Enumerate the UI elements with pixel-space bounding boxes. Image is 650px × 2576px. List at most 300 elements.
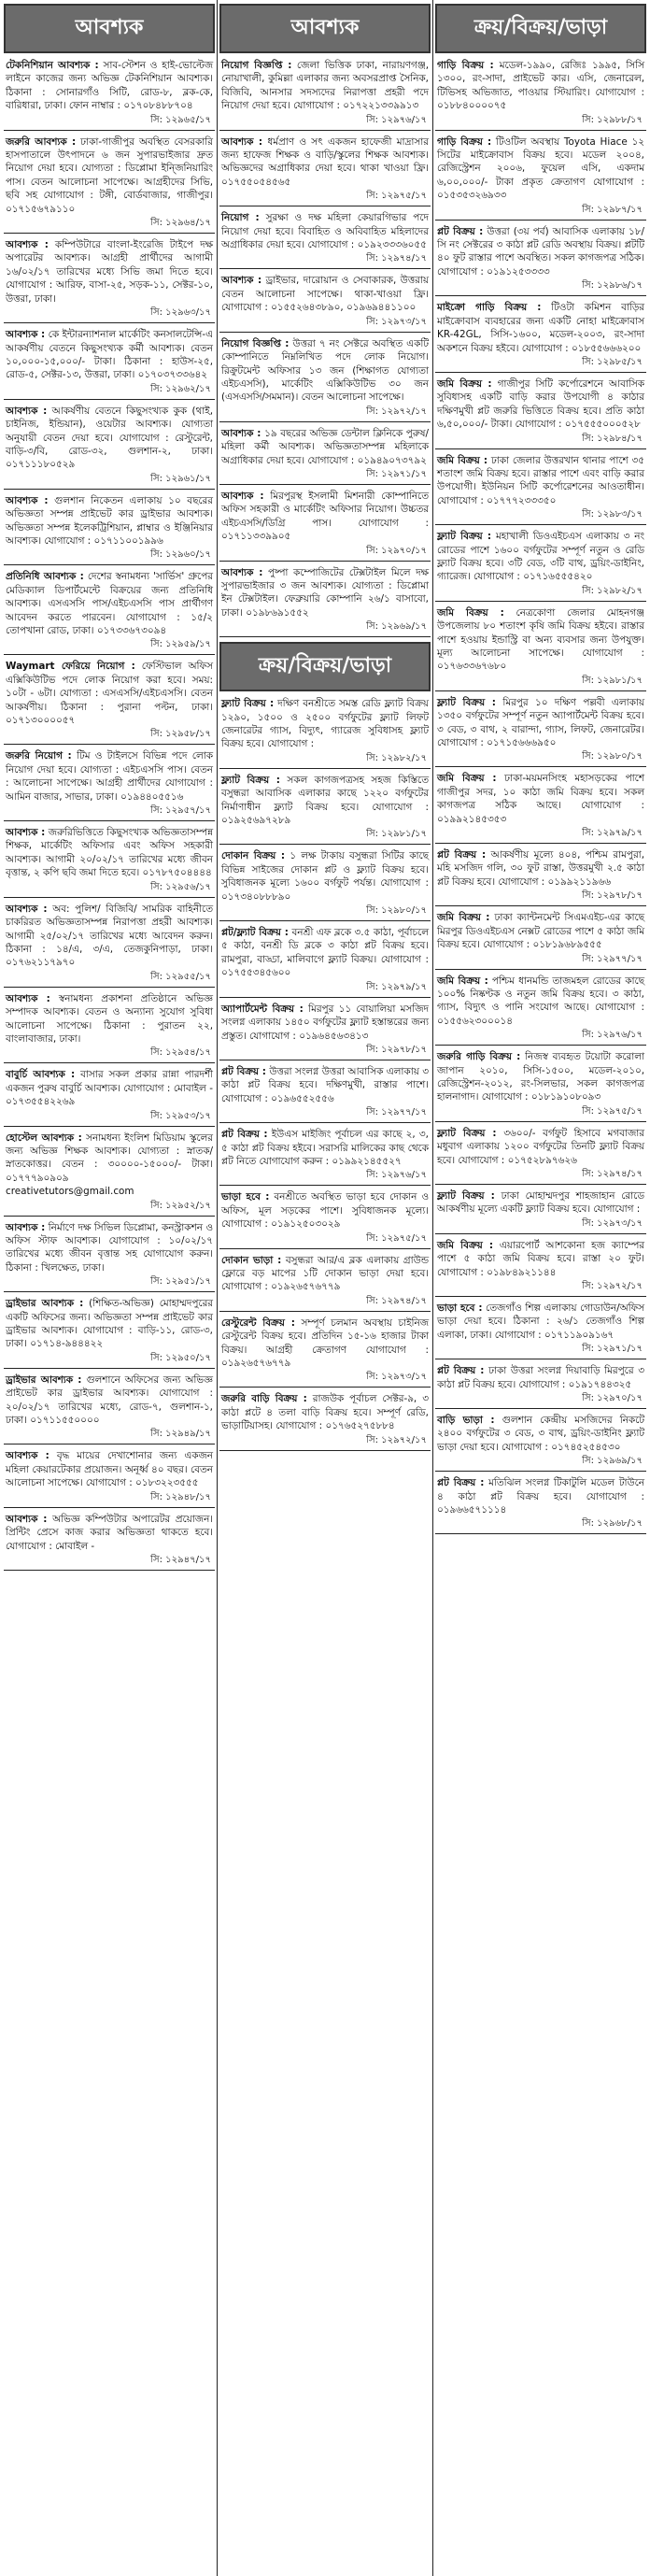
classified-ad [4,328,215,400]
ad-body: স্বনামধন্য প্রকাশনা প্রতিষ্ঠানে অভিজ্ঞ সম্পাদক আবশ্যক। বেতন ও অন্যান্য সুযোগ সুবিধা আলোচনা সাপেক্ষে। ঠিকানা : পুরাতন ২২, বাংলাবাজার, ঢাকা। [6,992,213,1045]
ad-body: জেলা ভিত্তিক ঢাকা, নারায়ণগঞ্জ, নোয়াখালী, কুমিল্লা এলাকার জন্য অবসরপ্রাপ্ত সৈনিক, বিজিবি, আনসার সদস্যদের নিরাপত্তা প্রহরী পদে নিয়োগ দেয়া হবে। যোগাযোগ : [221,60,429,112]
ad-body: টিম ও টাইলসে বিভিন্ন পদে লোক নিয়োগ দেয়া হবে। যোগ্যতা : এইচএসসি পাস। বেতন : আলোচনা সাপেক্ষে। আগ্রহী প্রার্থীদের যোগাযোগ : আমিন বাজার, সাভার, ঢাকা। [6,750,213,803]
ad-code: সি: ১২৯৪৮/১৭ [4,1490,215,1508]
ad-phone: ০১৯২৬৫৭৬৭৭৯ [221,1358,291,1369]
classified-ad [435,772,646,844]
ad-body: সম্পূর্ণ চলমান অবস্থায় চাইনিজ রেস্টুরেন্ট বিক্রয় হবে। প্রতিদিন ১৫-১৬ হাজার টাকা বিক্রয়। আগ্রহী ক্রেতাগণ যোগাযোগ : [221,1316,429,1356]
ad-body: গুলশানে অফিসের জন্য অভিজ্ঞ প্রাইভেট কার ড্রাইভার আবশ্যক। যোগাযোগ : ২০/০২/১৭ তারিখের মধ্যে, রোড-৭, গুলশান-১, ঢাকা। [6,1373,213,1427]
ad-phone: ০১৭১১৩৩৯৯০৫ [221,531,291,543]
ad-text [219,1392,431,1432]
ad-code: সি: ১২৯৮২/১৭ [219,751,431,769]
ad-body: এয়ারপোর্ট আশকোনা হজ ক্যাম্পের পাশে ৫ কাঠা জমি বিক্রয় হবে। রাস্তা ২০ ফুট। যোগাযোগ : [437,1239,644,1278]
ad-code: সি: ১২৯৫০/১৭ [4,1351,215,1369]
ad-code: সি: ১২৯৫৪/১৭ [4,1046,215,1063]
ad-body: উত্তরা (৩য় পর্ব) আবাসিক এলাকায় ১৮/সি নং সেক্টরের ৩ কাঠা প্লট রেডি অবস্থায় বিক্রয়। প্লটটি ৪০ ফুট রাস্তার পাশে অবস্থিত। সকল কাগজপত্র সঠিক। যোগাযোগ : [437,225,644,278]
ad-heading: মাইক্রো গাড়ি বিক্রয় : [437,302,542,314]
ad-code: সি: ১২৯৭৯/১৭ [435,826,646,844]
ad-text [4,749,215,804]
ad-text [4,135,215,216]
classified-ad [219,274,431,332]
ad-heading: ফ্ল্যাট বিক্রয় : [437,531,492,543]
ad-heading: গাড়ি বিক্রয় : [437,135,492,148]
ad-code: সি: ১২৯৪৯/১৭ [4,1427,215,1445]
ad-body: বসুন্ধরা আর/এ ব্লক এলাকায় গ্রাউন্ড ফ্লোরে বড় মাপের ১টি দোকান ভাড়া দেয়া হবে। যোগাযোগ : [221,1254,429,1293]
ad-heading: জমি বিক্রয় : [437,1239,494,1251]
ad-body: দেশের স্বনামধন্য 'সার্ভিস' গ্রুপের মেডিক্যাল ডিপার্টমেন্টে বিক্রয়ের জন্য প্রতিনিধি আবশ্যক। এসএসসি পাস/এইচএসসি পাস প্রার্থীগণ আবেদন করতে পারবেন। যোগাযোগ : ১৫/২ তোপখানা রোড, ঢাকা। [6,571,213,636]
ad-code: সি: ১২৯৭৭/১৭ [219,1105,431,1123]
ad-phone: ০১৯৯২১৪৫৫২৭ [332,1155,402,1167]
ad-code: সি: ১২৯৭৫/১৭ [219,189,431,206]
classified-ad [435,1239,646,1297]
ad-body: সুরক্ষা ও দক্ষ মহিলা কেয়ারগিভার পদে নিয়োগ দেয়া হবে। বিবাহিত ও অবিবাহিত মহিলাদের অগ্রাধিকার দেয়া হবে। যোগাযোগ : [221,212,429,251]
ad-body: নেত্রকোণা জেলার মোহনগঞ্জ উপজেলায় ৮০ শতাংশ কৃষি জমি বিক্রয় হইবে। রাস্তার পাশে হওয়ায় ইন্ডাস্ট্রি বা অন্য ব্যবসার জন্য উপযুক্ত। মূল্য আলোচনা সাপেক্ষে। যোগাযোগ : [437,606,645,659]
ad-body: জরুরিভিত্তিতে কিছুসংখ্যক অভিজ্ঞতাসম্পন্ন শিক্ষক, মার্কেটিং অফিসার এবং অফিস সহকারী আবশ্যক। আগামী ২০/০২/১৭ তারিখের মধ্যে জীবন বৃত্তান্ত, ২ কপি ছবি জমা দিতে হবে। [6,827,214,879]
ad-body: কে ইন্টারন্যাশনাল মার্কেটিং কনসালটেন্সি-এ আকর্ষণীয় বেতনে কিছুসংখ্যক কর্মী আবশ্যক। বেতন ১০,০০০-১৫,০০০/- টাকা। ঠিকানা : হাউস-২৫, রোড-৫, সেক্টর-১৩, উত্তরা, ঢাকা। [6,329,213,381]
classified-ad [4,494,215,566]
ad-phone: ০১৯২৩৩৩৬০৫৫ [357,239,427,251]
ad-text [435,606,646,674]
classified-ad [219,135,431,207]
ad-heading: জমি বিক্রয় : [437,606,504,619]
ad-code: সি: ১২৯৭২/১৭ [219,405,431,422]
classified-ad [4,570,215,655]
classified-ad [435,1302,646,1359]
ad-heading: আবশ্যক : [6,1513,48,1525]
ad-heading: আবশ্যক : [6,1221,46,1233]
classified-ad [4,660,215,745]
ad-text [219,135,431,190]
ad-heading: দোকান ভাড়া : [221,1254,282,1266]
ad-heading: ফ্ল্যাট বিক্রয় : [221,774,280,786]
ad-code: সি: ১২৯৭০/১৭ [219,544,431,562]
ad-code: সি: ১২৯৮৬/১৭ [435,278,646,296]
ad-heading: বাবুর্চি আবশ্যক : [6,1069,76,1081]
ad-phone: ০১৯২৬৫৭৬৭৭৯ [271,1281,341,1293]
ad-heading: ভাড়া হবে : [221,1191,270,1203]
ad-text [435,59,646,113]
ad-body: গুলশান কেন্দ্রীয় মসজিদের নিকটে ২৪০০ বর্গফুটের ৩ বেড, ৩ বাথ, ড্রয়িং-ডাইনিং ফ্ল্যাট ভাড়া দেয়া হবে। যোগাযোগ : [437,1415,645,1453]
ad-heading: জরুরি নিয়োগ : [6,750,72,762]
ad-code: সি: ১২৯৬৫/১৭ [4,113,215,131]
ad-heading: আবশ্যক : [221,135,263,148]
ad-text [4,59,215,113]
ad-body: রাজউক পূর্বাচল সেক্টর-৯, ৩ কাঠা প্লটে ৪ তলা বাড়ি বিক্রয় হবে। সম্পূর্ণ রেডি, ভাড়াটিয়াসহ। যোগাযোগ : [221,1393,429,1432]
ad-phone: ০১৭৭৭২৩৩৩৫০ [487,494,557,506]
ad-body: মতিঝিল সংলগ্ন টিকাটুলি মডেল টাউনে ৪ কাঠা প্লট বিক্রয় হবে। যোগাযোগ : [437,1477,644,1502]
ad-code: সি: ১২৯৫২/১৭ [4,1199,215,1217]
ad-heading: আবশ্যক : [6,992,50,1004]
classified-ad [435,696,646,768]
ad-code: সি: ১২৯৭৩/১৭ [219,315,431,333]
ad-heading: দোকান বিক্রয় : [221,850,286,862]
ad-heading: প্লট বিক্রয় : [437,225,484,237]
ad-heading: আবশ্যক : [221,566,263,578]
ad-text [4,1221,215,1275]
classified-ad [219,566,431,638]
ad-body: ঢাকা-গাজীপুর অবস্থিত বেসরকারি হাসপাতালে উৎপাদনে ৬ জন সুপারভাইজার দ্রুত নিয়োগ দেয়া হবে। যোগ্যতা : ডিপ্লোমা ইন্জিনিয়ারিং পাস। বেতন আলোচনা সাপেক্ষে। আগ্রহীদের সিভি, ছবি সহ যোগাযোগ : টঙ্গী, বোর্ডবাজার, গাজীপুর। [6,135,213,202]
ad-text [219,1190,431,1231]
classified-ad [219,1003,431,1060]
ad-text [219,59,431,113]
ad-phone: ০১৭৮৭৫০৪৪৪৪ [142,867,212,879]
ad-phone: ০১৭১৬৫৫৫৪২০ [523,571,593,583]
ad-heading: জরুরি গাড়ি বিক্রয় : [437,1051,521,1063]
classified-ad [219,427,431,485]
ad-phone: ০১৯৪৪০৫৫১৬ [120,790,184,803]
ad-phone: ০১৭১৫৬৬৬৯৫০ [487,737,557,749]
ad-phone: ০১৭৬৫২৭৫৮৮৪ [325,1420,395,1432]
ad-list [4,59,215,1571]
classified-ad [219,1065,431,1123]
ad-heading: প্লট বিক্রয় : [437,1365,485,1377]
ad-text [4,826,215,880]
ad-body: পুষ্পা কম্পোজিটের টেক্সটাইল মিলে দক্ষ সুপারভাইজার ৩ জন আবশ্যক। যোগ্যতা : ডিপ্লোমা ইন টেক্সটাইল। ফেব্রুয়ারি কোম্পানি ২৬/১ বাসাবো, ঢাকা। [221,566,429,619]
ad-phone: ০১৭৫২৮৯৭৬২৬ [507,1154,577,1166]
classified-ad [435,1127,646,1185]
ad-code: সি: ১২৯৭১/১৭ [435,1342,646,1359]
ad-body: বৃদ্ধ মায়ের দেখাশোনার জন্য একজন মহিলা কেয়ারটেকার প্রয়োজন। অনূর্ধ্ব ৪০ বছর। বেতন আলোচনা সাপেক্ষে। যোগাযোগ : [6,1450,214,1489]
ad-heading: টেকনিশিয়ান আবশ্যক : [6,60,99,71]
ad-phone: ০১৮৩২২৩৫৫৫ [135,1477,199,1489]
ad-code: সি: ১২৯৭২/১৭ [435,1279,646,1297]
ad-phone: ০১৭৩৪০৮৮৮৯০ [221,890,291,903]
classified-ad [219,59,431,131]
classified-ad [435,975,646,1046]
ad-body: দক্ষিণ বনশ্রীতে সমস্ত রেডি ফ্ল্যাট বিক্রয় ১২৯০, ১৫০০ ও ২৫০০ বর্গফুটের ফ্ল্যাট লিফট জেনারেটর গ্যাস, বিদ্যুৎ, গ্যারেজ সুবিধাসহ ফ্ল্যাট বিক্রয় হবে। যোগাযোগ : [221,698,430,750]
ad-heading: প্রতিনিধি আবশ্যক : [6,571,84,583]
classified-ad [4,749,215,821]
ad-text [4,238,215,306]
ad-heading: প্লট বিক্রয় : [437,1477,485,1489]
classified-ad [4,826,215,898]
ad-heading: প্লট বিক্রয় : [221,1129,268,1141]
ad-code: সি: ১২৯৮৪/১৭ [435,432,646,449]
ad-phone: ০১৯২৫৬৯৭২৮৯ [221,815,291,827]
ad-heading: আবশ্যক : [6,1450,49,1462]
ad-list [219,697,431,1450]
ad-body: গুলশান নিকেতন এলাকায় ১০ বছরের অভিজ্ঞতা সম্পন্ন প্রাইভেট কার ড্রাইভার আবশ্যক। অভিজ্ঞতা সম্পন্ন ইলেকট্রিশিয়ান, প্লাম্বার ও ইঞ্জিনিয়ার আবশ্যক। যোগাযোগ : [6,494,213,547]
ad-body: ১৯ বছরের অভিজ্ঞ ডেন্টাল ক্লিনিকে পুরুষ/মহিলা কর্মী আবশ্যক। অভিজ্ঞতাসম্পন্ন মহিলাকে অগ্রাধিকার দেয়া হবে। যোগাযোগ : [221,427,429,466]
ad-heading: আবশ্যক : [221,427,261,439]
ad-text [435,1302,646,1342]
ad-heading: নিয়োগ বিজ্ঞপ্তি : [221,60,292,71]
classified-ad [435,59,646,131]
ad-phone: ০১৭৪৫২৫৪৫৩০ [551,1441,621,1453]
ad-text [435,1127,646,1167]
ad-text [219,1316,431,1371]
ad-phone: ০১৫৫২৬৪৩৮৯০, ০১৯৬৯৪৪১১০০ [271,302,417,314]
ad-body: সনামধন্য ইংলিশ মিডিয়াম স্কুলের জন্য অভিজ্ঞ শিক্ষক আবশ্যক। যোগ্যতা : স্নাতক/স্নাতকোত্তর। বেতন : ৩০০০০-১৫০০০/- টাকা। [6,1131,213,1171]
ad-heading: প্লট বিক্রয় : [437,849,487,861]
column-divider [217,0,218,2576]
ad-heading: হোস্টেল আবশ্যক : [6,1131,82,1144]
ad-code: সি: ১২৯৬৪/১৭ [4,216,215,234]
classified-ad [435,454,646,526]
ad-list [219,59,431,637]
ad-heading: আবশ্যক : [221,275,262,287]
classified-ad [219,1190,431,1248]
classified-ad [4,992,215,1064]
ad-heading: জমি বিক্রয় : [437,975,488,987]
ad-code: সি: ১২৯৫৩/১৭ [4,1109,215,1127]
ad-heading: ফ্ল্যাট বিক্রয় : [437,1189,495,1202]
ad-heading: রেস্টুরেন্ট বিক্রয় : [221,1316,295,1329]
ad-phone: ০১৮১৯৬৮৯৫৫৫ [532,939,602,951]
ad-code: সি: ১২৯৬১/১৭ [4,472,215,490]
ad-text [219,697,431,751]
ad-body: বনশ্রী এফ ব্লকে ৩.৫ কাঠা, পূর্বাচলে ৫ কাঠা, বনশ্রী ডি ব্লকে ৩ কাঠা প্লট বিক্রয় হবে। রামপুরা, বাড্ডা, মালিবাগে ফ্ল্যাট বিক্রয়। যোগাযোগ : [221,927,429,965]
ad-body: মিরপুর ১০ দক্ষিণ পল্লবী এলাকায় ১৩৫০ বর্গফুটের সম্পূর্ণ নতুন অ্যাপার্টমেন্ট বিক্রয় হবে। ৩ বেড, ৩ বাথ, ২ বারান্দা, গ্যাস, লিফট, জেনারেটর। যোগাযোগ : [437,696,644,749]
ad-code: সি: ১২৯৬৯/১৭ [435,1454,646,1472]
ad-code: সি: ১২৯৮৫/১৭ [435,355,646,373]
ad-text [435,135,646,203]
ad-body: উত্তরা ৭ নং সেক্টরে অবস্থিত একটি কোম্পানিতে নিম্নলিখিত পদে লোক নিয়োগ। রিক্রুটমেন্ট অফিসার ১৩ জন (শিক্ষাগত যোগ্যতা এইচএসসি), মার্কেটিং এক্সিকিউটিভ ৩০ জন (এসএসসি/সমমান)। বেতন আলোচনা সাপেক্ষে। [221,337,429,404]
ad-text [219,211,431,251]
ad-code: সি: ১২৯৭০/১৭ [435,1391,646,1409]
classified-ad [435,135,646,221]
ad-heading: আবশ্যক : [6,329,46,341]
ad-body: নির্মাণে দক্ষ সিভিল ডিপ্লোমা, কনস্ট্রাকশন ও অফিস স্টাফ আবশ্যক। যোগাযোগ : ১০/০২/১৭ তারিখের মধ্যে জীবন বৃত্তান্ত সহ যোগাযোগ করুন। ঠিকানা : খিলক্ষেত, ঢাকা। [6,1221,214,1274]
ad-text [435,1476,646,1516]
classified-ad [435,911,646,969]
ad-phone: ০১৭১১৫৫০০০০ [30,1415,100,1427]
ad-phone: ০১৫৩৫৩২৬৯৩৩ [437,190,507,202]
ad-body: ঢাকা জেলার উত্তরখান থানার পাশে ৩৫ শতাংশ জমি বিক্রয় হবে। রাস্তার পাশে এবং বাড়ি করার উপযোগী। ইউনিয়ন সিটি কর্পোরেশনের আওতাধীন। যোগাযোগ : [437,454,644,506]
ad-body: ঢাকা উত্তরা সংলগ্ন দিয়াবাড়ি মিরপুরে ৩ কাঠা প্লট বিক্রয় হবে। যোগাযোগ : [437,1365,644,1390]
classified-ad [435,301,646,373]
ad-text [4,1373,215,1428]
ad-phone: ০১৯৮৪৯২১১৪৪ [487,1266,557,1278]
ad-text [219,566,431,620]
ad-text [219,1065,431,1105]
ad-text [4,570,215,637]
classified-ad [435,1364,646,1409]
section-header: ক্রয়/বিক্রয়/ভাড়া [435,4,646,53]
ad-text [435,1189,646,1217]
ad-heading: জমি বিক্রয় : [437,912,490,924]
classified-ad [219,1316,431,1388]
ad-phone: ০১৯১২৫৩৩৩৩ [487,265,550,278]
ad-text [4,328,215,382]
ad-text [4,1131,215,1199]
ad-body: সাব-স্টেশন ও হাই-ভোল্টেজ লাইনে কাজের জন্য অভিজ্ঞ টেকনিশিয়ান আবশ্যক। ঠিকানা : সোনারগাঁও সিটি, রোড-৮, ব্লক-কে, বারিধারা, ঢাকা। ফোন নাম্বার : ০১৭০৮৪৮৮৭০৪ [6,60,213,112]
ad-phone: ০১৭৫৫০৫৪৫৬৫ [221,176,291,188]
classified-ad [4,1131,215,1217]
ad-body: বনশ্রীতে অবস্থিত ভাড়া হবে দোকান ও অফিস, মূল সড়কের পাশে। সুবিধাজনক মূল্যে। যোগাযোগ : [221,1191,429,1231]
ad-code: সি: ১২৯৮০/১৭ [435,749,646,767]
ad-phone: ০১৯১৭৪৪৩২৫ [568,1378,632,1390]
ad-body: ফেস্টিভাল অফিস এক্সিকিউটিভ পদে লোক নিয়োগ করা হবে। সময়: ১০টা - ৬টা। যোগ্যতা : এসএসসি/এইচএসসি। বেতন আকর্ষণীয়। ঠিকানা : পুরানা পল্টন, ঢাকা। [6,661,213,713]
ad-heading: প্লট বিক্রয় : [221,1065,266,1077]
ad-body: কম্পিউটারে বাংলা-ইংরেজি টাইপে দক্ষ অপারেটর আবশ্যক। আগ্রহী প্রার্থীদের আগামী ১৬/০২/১৭ তারিখের মধ্যে সিভি জমা দিতে হবে। যোগাযোগ : আরিফ, বাসা-২৫, সড়ক-১১, সেক্টর-১০, উত্তরা, ঢাকা। [6,239,214,305]
ad-heading: বাড়ি ভাড়া : [437,1415,495,1427]
classified-ad [219,1392,431,1450]
ad-body: অব: পুলিশ/ বিজিবি/ সামরিক বাহিনীতে চাকরিরত অভিজ্ঞতাসম্পন্ন নিরাপত্তা প্রহরী আবশ্যক। আগামী ২৫/০২/১৭ তারিখের মধ্যে আবেদন করুন। ঠিকানা : ১৪/এ, ৩/এ, তেজকুনিপাড়া, ঢাকা। [6,903,214,955]
ad-phone: ০১৯৬৬৫৭১১১৪ [437,1504,507,1516]
ad-text [219,774,431,828]
ad-phone: ০১৯৯২১৪৫৩৫৩ [437,813,507,825]
ad-code: সি: ১২৯৭২/১৭ [219,1433,431,1451]
ad-phone: ০১৭১৩০০০০৫৭ [6,715,76,727]
ad-body: বাসার সকল প্রকার রান্না পারদর্শী একজন পুরুষ বাবুর্চি আবশ্যক। যোগাযোগ : মোবাইল - [6,1069,213,1094]
ad-body: মিরপুরস্থ ইসলামী মিশনারী কোম্পানিতে অফিস সহকারী ও মার্কেটিং অফিসার নিয়োগ। উচ্চতর এইচএসসি/ডিগ্রি পাস। যোগাযোগ : [221,490,429,529]
ad-text [219,1128,431,1168]
ad-code: সি: ১২৯৫৫/১৭ [4,970,215,988]
ad-code: সি: ১২৯৭৮/১৭ [435,889,646,906]
ad-code: সি: ১২৯৮১/১৭ [435,674,646,691]
ad-text [219,427,431,467]
ad-code: সি: ১২৯৬৯/১৭ [219,619,431,637]
ad-code: সি: ১২৯৫৭/১৭ [4,804,215,821]
ad-text [4,1068,215,1108]
ad-body: মিরপুর ১১ বোয়ালিয়া মসজিদ সংলগ্ন এলাকায় ১৪৫০ বর্গফুটের ফ্ল্যাট হস্তান্তরের জন্য প্রস্তুত। যোগাযোগ : [221,1003,430,1042]
ad-body: ইউএস মাইজিং পূর্বাচল এর কাছে ২, ৩, ৫ কাঠা প্লট বিক্রয় হইবে। সরাসরি মালিকের কাছ থেকে প্লট নিতে যোগাযোগ করুন : [221,1129,429,1167]
ad-body: ঢাকা-ময়মনসিংহ মহাসড়কের পাশে গাজীপুর সদর, ১০ কাঠা জমি বিক্রয় হবে। সকল কাগজপত্র সঠিক আছে। যোগাযোগ : [437,773,644,812]
section-header: আবশ্যক [4,4,215,53]
classified-ad [4,1068,215,1126]
ad-code: সি: ১২৯৮০/১৭ [219,904,431,921]
column-3 [435,0,646,2576]
classified-ad [435,377,646,449]
ad-code: সি: ১২৯৭১/১৭ [219,467,431,485]
ad-code: সি: ১২৯৫৯/১৭ [4,637,215,655]
classified-ad [4,135,215,234]
ad-body: (শিক্ষিত-অভিজ্ঞ) মোহাম্মদপুরের একটি অফিসের জন্য। অভিজ্ঞতা সম্পন্ন প্রাইভেট কার ড্রাইভার আবশ্যক। যোগাযোগ : বাড়ি-১১, রোড-৩, ঢাকা। [6,1298,213,1350]
classified-ad [4,1297,215,1369]
ad-body: আকর্ষণীয় মূল্যে ৪০৪, পশ্চিম রামপুরা, মহি মসজিদ গলি, ৩০ ফুট রাস্তা, উত্তরমুখী ২.৫ কাঠা প্লট বিক্রয় হবে। যোগাযোগ : [437,849,644,888]
ad-text [435,225,646,279]
ad-text [219,490,431,544]
classified-ad [4,59,215,131]
ad-code: সি: ১২৯৭৫/১৭ [435,1104,646,1122]
classified-ad [435,1050,646,1122]
ad-text [219,1003,431,1043]
ad-code: সি: ১২৯৮১/১৭ [219,827,431,845]
ad-text [219,337,431,405]
ad-phone: ০১৭৫৫৩৪৫৬০০ [221,967,291,979]
ad-code: সি: ১২৯৬২/১৭ [4,382,215,400]
ad-phone: ০১৭০৩৭৩৩৬৪২ [137,369,207,381]
ad-body: ড্রাইভার, দারোয়ান ও সেবাকারক, উত্তরায় বেতন আলোচনা সাপেক্ষে। থাকা-খাওয়া ফ্রি। যোগাযোগ : [221,275,429,314]
classified-ad [219,337,431,422]
ad-text [435,530,646,584]
classified-ad [4,238,215,323]
ad-phone: ০১৭২২১৩৩৯৯১৩ [343,100,419,112]
ad-text [4,405,215,472]
ad-heading: ড্রাইভার আবশ্যক : [6,1298,84,1310]
ad-phone: ০১৭৬৩৩৬৭৬৮০ [437,661,507,673]
ad-text [435,1050,646,1104]
classified-ad [435,606,646,691]
ad-body: টিওটা কমিশন বাড়ির মাইক্রোবাস ব্যবহারের জন্য একটি নোহা মাইক্রোবাস KR-42GL, সিসি-১৬০০, মডেল-২০০৩, রং-সাদা অকশনে বিক্রয় হইবে। যোগাযোগ : [437,302,644,354]
ad-phone: ০১৯৯২১১৯৬৬ [547,875,611,888]
ad-body: নিজস্ব ব্যবহৃত টয়োটা করোলা জাপান ২০১০, সিসি-১৫০০, মডেল-২০১০, রেজিস্ট্রেশন-২০১২, রং-সিলভার, সকল কাগজপত্র হালনাগাদ। যোগাযোগ : [437,1051,644,1103]
column-1 [4,0,215,2576]
ad-phone: ০১৭৬২১১৭৯৭০ [6,957,76,969]
ad-heading: নিয়োগ : [221,212,260,224]
ad-code: সি: ১২৯৭৭/১৭ [435,952,646,970]
ad-body: গাজীপুর সিটি কর্পোরেশনে আবাসিক সুবিধাসহ একটি বাড়ি করার উপযোগী ৪ কাঠার দক্ষিণমুখী প্লট জরুরি ভিত্তিতে বিক্রয় হবে। প্রতি কাঠা ৬,৫০,০০০/- টাকা। যোগাযোগ : [437,377,644,431]
ad-heading: আবশ্যক : [6,239,49,251]
ad-body: মহাখালী ডিওএইচএস এলাকায় ৩ নং রোডের পাশে ১৬০০ বর্গফুটের সম্পূর্ণ নতুন ও রেডি ফ্ল্যাট বিক্রয় হবে। ৩টি বেড, ৩টি বাথ, ড্রয়িং-ডাইনিং, গ্যারেজ। যোগাযোগ : [437,531,644,583]
classified-ad [435,848,646,906]
ad-email: creativetutors@gmail.com [6,1186,134,1198]
ad-phone: ০১৯৪৯০৭৩৭৯২ [357,454,427,466]
ad-code: সি: ১২৯৭৯/১৭ [219,980,431,998]
ad-code: সি: ১২৯৬০/১৭ [4,548,215,565]
ad-phone: ০১৮৫৫৬৬৬২০০ [571,342,642,354]
ad-text [435,454,646,508]
ad-body: ৩৬০০/- বর্গফুট হিসাবে মগবাজার মধুবাগ এলাকায় ১২০০ বর্গফুটের তিনটি ফ্ল্যাট বিক্রয় হবে। যোগাযোগ : [437,1127,644,1166]
ad-phone: ০১৯৬৪৫৬৩৪১৩ [299,1030,369,1042]
ad-phone: ০১৭১১১৮০৫২৯ [6,459,76,471]
ad-code: সি: ১২৯৮৮/১৭ [435,113,646,131]
ad-phone: ০১৯৬৫৫২৫৫৬ [271,1092,334,1104]
ad-phone: ০১৭১১০০১৯৯৬ [93,534,163,547]
ad-code: সি: ১২৯৭৮/১৭ [219,1043,431,1060]
ad-body: পশ্চিম ধানমন্ডি তাজমহল রোডের কাছে ১০০% নিষ্কণ্টক ও নতুন জমি বিক্রয় হবে। ৩ কাঠা, গ্যাস, বিদ্যুৎ ও পানি সংযোগ আছে। যোগাযোগ : [437,975,645,1014]
ad-text [219,274,431,314]
ad-text [435,975,646,1029]
ad-code: সি: ১২৯৭৪/১৭ [219,1294,431,1312]
classified-ad [219,926,431,998]
classified-ad [4,405,215,490]
ad-text [219,1254,431,1294]
ad-code: সি: ১২৯৫৮/১৭ [4,727,215,745]
ad-body: ঢাকা মোহাম্মদপুর শাহজাহান রোডে আকর্ষণীয় মূল্যে একটি ফ্ল্যাট বিক্রয় হবে। যোগাযোগ : [437,1189,644,1216]
classified-ad [4,903,215,988]
classified-ad [435,1476,646,1534]
ad-code: সি: ১২৯৭৪/১৭ [219,251,431,269]
ad-heading: ফ্ল্যাট বিক্রয় : [221,698,275,710]
ad-heading: ড্রাইভার আবশ্যক : [6,1373,82,1386]
classified-ad [435,1414,646,1472]
section-header: ক্রয়/বিক্রয়/ভাড়া [219,642,431,691]
ad-body: আকর্ষণীয় বেতনে কিছুসংখ্যক কুক (থাই, চাইনিজ, ইন্ডিয়ান), ওয়েটার আবশ্যক। যোগ্যতা অনুযায়ী বেতন দেয়া হবে। যোগাযোগ : রেস্টুরেন্ট, বাড়ি-৩/বি, রোড-৩২, গুলশান-২, ঢাকা। [6,405,213,457]
ad-phone: ০১৮৮৪০০০০৭৫ [437,100,507,112]
ad-text [435,911,646,951]
classified-ad [219,490,431,562]
ad-text [435,772,646,826]
classified-ad [4,1449,215,1507]
ad-phone: ০১৭১১৯০৯১৬৭ [544,1329,615,1341]
ad-text [435,848,646,889]
ad-text [435,1414,646,1454]
ad-phone: ০১৮১৯১০৮০৯৩ [530,1091,601,1103]
ad-heading: ভাড়া হবে : [437,1302,483,1314]
ad-text [4,1297,215,1351]
ad-heading: আবশ্যক : [221,490,264,502]
classified-ad [219,697,431,769]
ad-heading: ফ্ল্যাট বিক্রয় : [437,696,496,708]
classified-ad [219,1128,431,1186]
ad-code: সি: ১২৯৮২/১৭ [435,584,646,602]
section-header: আবশ্যক [219,4,431,53]
ad-text [435,301,646,355]
ad-heading: নিয়োগ বিজ্ঞপ্তি : [221,337,290,349]
ad-heading: জমি বিক্রয় : [437,773,497,785]
ad-heading: Waymart ফেরিয়ে নিয়োগ : [6,661,135,673]
classified-ad [435,225,646,297]
ad-text [4,1449,215,1489]
ad-code: সি: ১২৯৭৪/১৭ [435,1167,646,1185]
ad-text [435,1239,646,1279]
ad-code: সি: ১২৯৭৩/১৭ [435,1217,646,1234]
ad-phone: ০১৭৫৫৫০০০৫২৮ [564,419,641,431]
ad-heading: জমি বিক্রয় : [437,454,488,466]
ad-body: উত্তরা সংলগ্ন উত্তরা আবাসিক এলাকায় ৩ কাঠা প্লট বিক্রয় হবে। দক্ষিণমুখী, রাস্তার পাশে। যোগাযোগ : [221,1065,429,1104]
ad-code: সি: ১২৯৪৭/১৭ [4,1553,215,1571]
